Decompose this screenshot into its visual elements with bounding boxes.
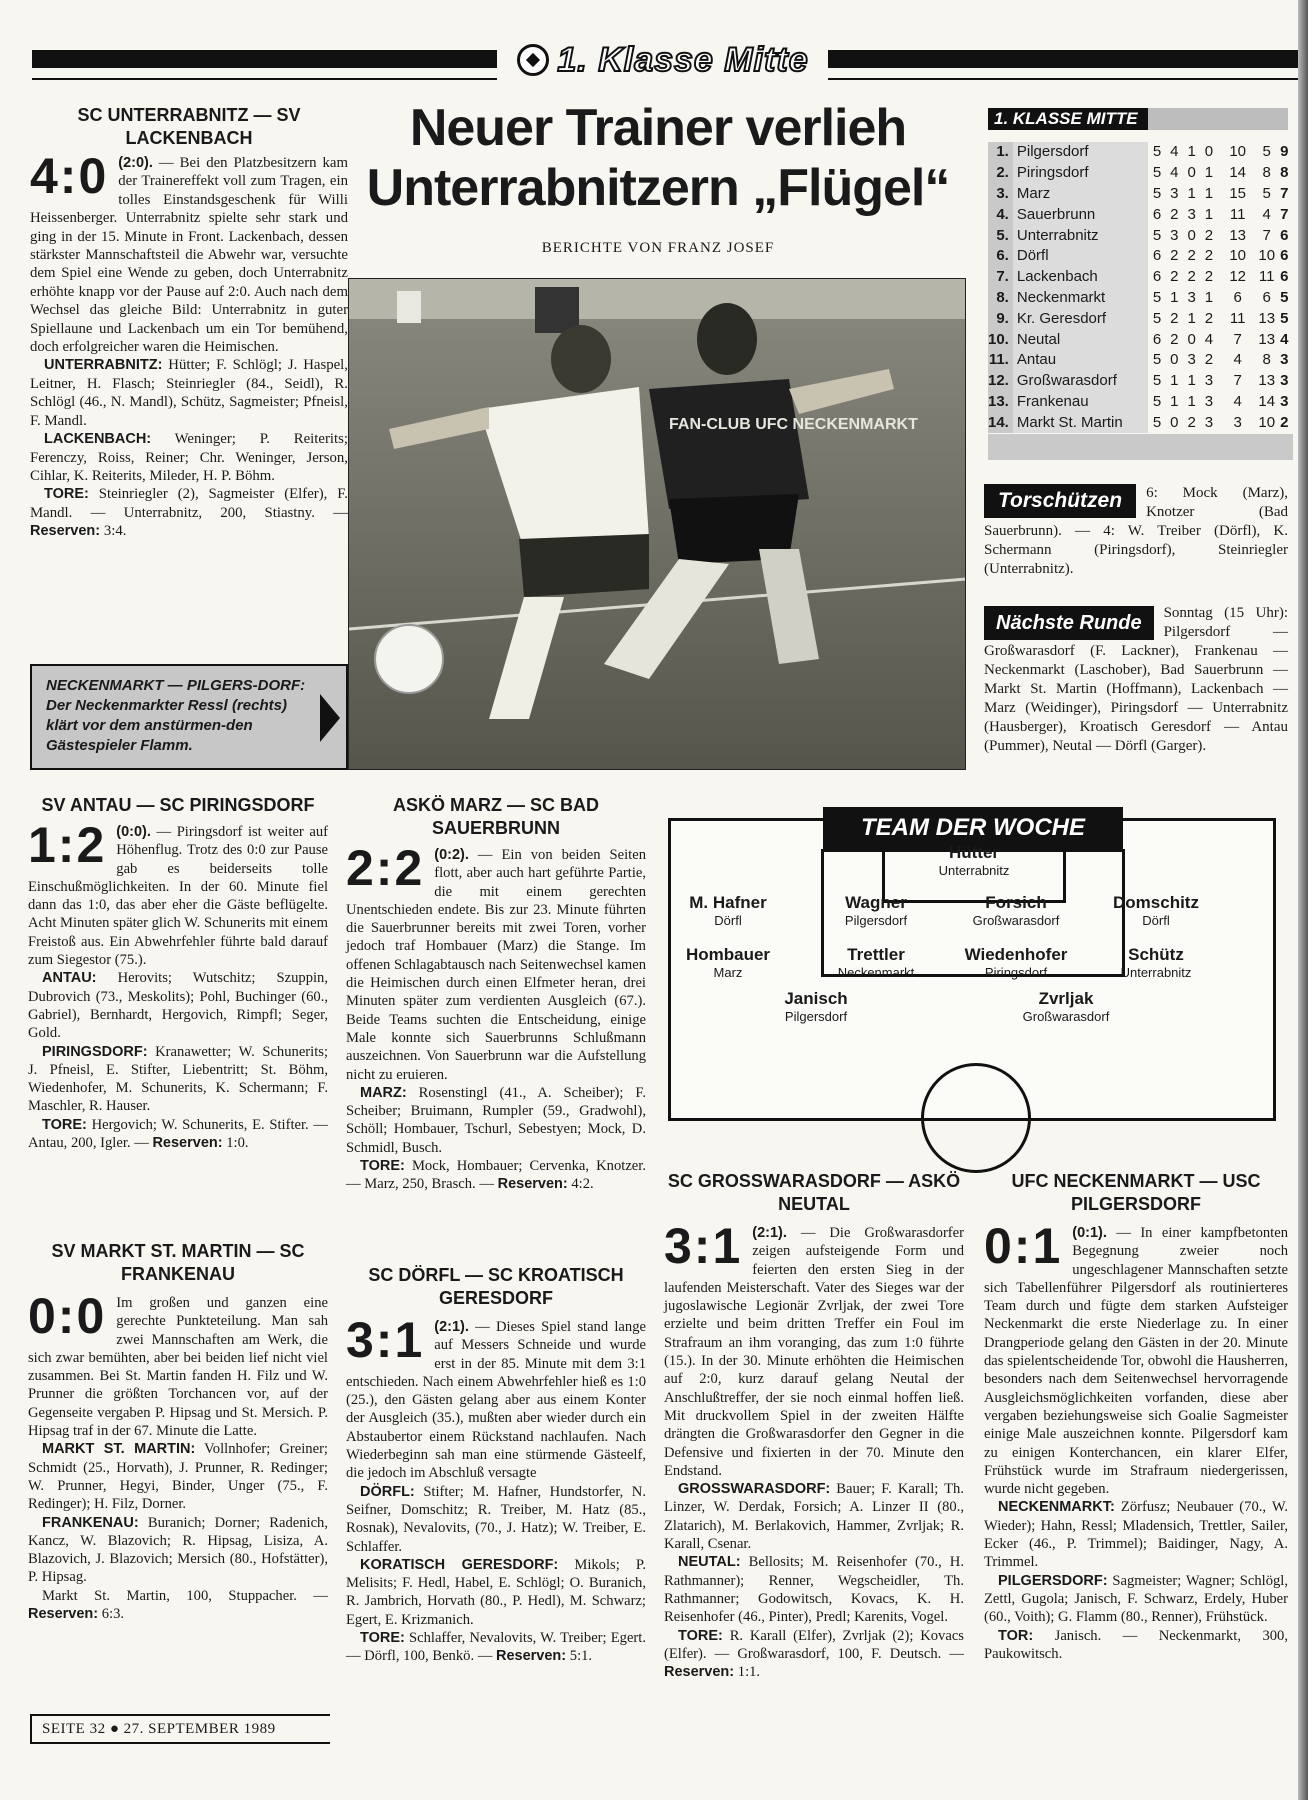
- reserves-score: 5:1.: [569, 1648, 593, 1665]
- article-grosswarasdorf: [664, 1170, 964, 1681]
- standings-losses: 2: [1204, 226, 1214, 244]
- reserves-label: Reserven:: [664, 1664, 735, 1681]
- standings-rank: 1.: [988, 142, 1013, 163]
- article-title: SV MARKT ST. MARTIN — SC FRANKENAU: [51, 1241, 305, 1284]
- lineup-label: MARZ:: [360, 1084, 407, 1101]
- standings-draws: 1: [1187, 392, 1196, 410]
- standings-goals-for: 12: [1229, 268, 1247, 286]
- standings-rank: 7.: [988, 267, 1013, 288]
- standings-row: [988, 371, 1293, 392]
- standings-row: [988, 225, 1293, 246]
- standings-footer-band: [988, 434, 1293, 460]
- lineup-label: PIRINGSDORF:: [42, 1043, 148, 1060]
- standings-goals-against: 5: [1262, 143, 1271, 161]
- lineup-text: Bauer; F. Karall; Th. Linzer, W. Derdak, Forsich; A. Linzer II (80., Zlatarich), M. Berlakovich, Hammer, Zvrljak; R. Karall, Csenar.: [664, 1481, 964, 1553]
- standings-draws: 1: [1187, 372, 1196, 390]
- reserves-label: Reserven:: [30, 523, 101, 540]
- standings-goals-for: 15: [1229, 184, 1247, 202]
- standings-games: 5: [1152, 143, 1162, 161]
- standings-draws: 2: [1187, 413, 1196, 431]
- team-player: [889, 843, 1059, 879]
- standings-row: [988, 267, 1293, 288]
- match-score: 0:1: [984, 1218, 1063, 1274]
- standings-losses: 2: [1204, 247, 1214, 265]
- article-body: Im großen und ganzen eine gerechte Punkteteilung. Man sah zwei Mannschaften am Werk, die sich zwar bemühten, aber bei beiden lief nicht viel zusammen. Bei St. Martin fanden H. Filz und W. Prunner die größten Torchancen vor, auf der Gegenseite vergaben P. Hipsag und St. Mersich. P. Hipsag traf in der 67. Minute die Latte.: [28, 1295, 328, 1440]
- article-body: — Ein von beiden Seiten flott, aber auch hart geführte Partie, die mit einem gerechten Unentschieden endete. Bis zur 23. Minute führten die Sauerbrunner bereits mit zwei Toren, vorher jedoch traf Hombauer (Marz) die Stange. Im offenen Schlagabtausch nach Seitenwechsel kamen die Heimischen durch einen Elfmeter heran, drei Minuten später zum verdienten Ausgleich (67.). Beide Teams suchten die Entscheidung, einige Male konnte sich Sauerbrunns Schlußmann auszeichnen. Von Sauerbrunn war die Aufstellung nicht zu eruieren.: [346, 847, 646, 1083]
- standings-losses: 1: [1204, 205, 1214, 223]
- lineup-label: PILGERSDORF:: [998, 1572, 1108, 1589]
- lineup-label: MARKT ST. MARTIN:: [42, 1441, 196, 1458]
- standings-row: [988, 246, 1293, 267]
- standings-losses: 4: [1204, 330, 1214, 348]
- standings-row: [988, 392, 1293, 413]
- goals-label: TORE:: [42, 1116, 87, 1133]
- article-title: SC DÖRFL — SC KROATISCH GERESDORF: [368, 1265, 624, 1308]
- standings-goals-for: 10: [1229, 143, 1247, 161]
- next-round-label: Nächste Runde: [984, 606, 1154, 640]
- standings-team: Frankenau: [1013, 392, 1149, 413]
- standings-team: Neutal: [1013, 329, 1149, 350]
- lineup-text: Sagmeister; Wagner; Schlögl, Zettl, Gugola; Janisch, F. Schwarz, Erdely, Huber (60., Voith); G. Flamm (80., Renner), Frühstück.: [984, 1572, 1288, 1626]
- match-score: 3:1: [346, 1312, 425, 1368]
- standings-points: 6: [1280, 226, 1289, 244]
- lineup-label: ANTAU:: [42, 970, 97, 987]
- article-antau: [28, 794, 328, 1152]
- lineup-text: Weninger; P. Reiterits; Ferenczy, Roiss, Reiner; Chr. Weninger, Jerson, Cihlar, K. Reiterits, Mileder, H. P. Böhm.: [30, 431, 348, 484]
- standings-goals-against: 7: [1262, 226, 1271, 244]
- lineup-text: Stifter; M. Hafner, Hundstorfer, N. Seifner, Domschitz; R. Treiber, M. Hatz (85., Rosnak), Nevalovits, (70., J. Hatz); W. Treiber, E. Schlaffer.: [346, 1483, 646, 1555]
- photo-caption-box: [30, 664, 348, 770]
- player-name: Zvrljak: [1038, 989, 1094, 1008]
- standings-draws: 3: [1187, 205, 1196, 223]
- team-player: [731, 989, 901, 1025]
- standings-rank: 13.: [988, 392, 1013, 413]
- standings-losses: 3: [1204, 372, 1214, 390]
- standings-team: Kr. Geresdorf: [1013, 308, 1149, 329]
- standings-draws: 0: [1187, 226, 1196, 244]
- standings-rank: 9.: [988, 308, 1013, 329]
- standings-row: [988, 308, 1293, 329]
- player-name: Trettler: [847, 945, 905, 964]
- lineup-label: KORATISCH GERESDORF:: [360, 1556, 559, 1573]
- player-name: Domschitz: [1113, 893, 1199, 912]
- standings-wins: 1: [1170, 288, 1179, 306]
- lineup-label: DÖRFL:: [360, 1483, 415, 1500]
- section-banner: [500, 40, 826, 80]
- standings-goals-against: 6: [1262, 288, 1271, 306]
- standings-team: Dörfl: [1013, 246, 1149, 267]
- standings-goals-against: 8: [1262, 164, 1271, 182]
- match-photo-illustration: [349, 279, 966, 770]
- player-name: Hütter: [948, 843, 1000, 862]
- article-body: — Piringsdorf ist weiter auf Höhenflug. Trotz des 0:0 zur Pause gab es beiderseits tolle Einschußmöglichkeiten. In der 60. Minute fiel dann das 1:0, das aber eher die Gäste beflügelte. Acht Minuten später glich W. Schunerits mit einem Freistoß aus. Ein Abwehrfehler führte bald darauf zum Siegestor (75.).: [28, 824, 328, 969]
- team-player: [1071, 945, 1241, 981]
- standings-wins: 2: [1170, 205, 1179, 223]
- reserves-label: Reserven:: [152, 1135, 223, 1152]
- player-club: Dörfl: [1142, 913, 1170, 928]
- team-player: [643, 945, 813, 981]
- standings-team: Marz: [1013, 184, 1149, 205]
- lineup-text: Rosenstingl (41., A. Scheiber); F. Scheiber; Bruimann, Rumpler (59., Gradwohl), Schöll; Hombauer, Tschurl, Sebestyen; Mock, D. Schmidl, Busch.: [346, 1084, 646, 1156]
- player-club: Unterrabnitz: [1120, 965, 1192, 980]
- match-score: 1:2: [28, 817, 107, 873]
- lineup-text: Vollnhofer; Greiner; Schmidt (25., Horvath), J. Prunner, R. Redinger; W. Prunner, Hegyi, Binder, Unger (75., F. Redinger); H. Filz, Dorner.: [28, 1441, 328, 1513]
- banner-rule-right: [828, 50, 1298, 68]
- standings-wins: 1: [1170, 392, 1179, 410]
- goals-text: R. Karall (Elfer), Zvrljak (2); Kovacs (Elfer). — Großwarasdorf, 100, F. Deutsch. —: [664, 1627, 964, 1662]
- standings-games: 6: [1152, 205, 1162, 223]
- banner-thin-rule-left: [32, 78, 497, 80]
- goals-label: TORE:: [360, 1158, 405, 1175]
- standings-row: [988, 184, 1293, 205]
- standings-games: 6: [1152, 247, 1162, 265]
- standings-draws: 1: [1187, 309, 1196, 327]
- lineup-text: Hütter; F. Schlögl; J. Haspel, Leitner, H. Flasch; Steinriegler (84., Seidl), R. Schlögl (46., N. Mandl), Schütz, Sagmeister; Pfneisl, F. Mandl.: [30, 357, 348, 429]
- football-icon: [517, 44, 549, 76]
- standings-points: 3: [1280, 392, 1289, 410]
- lineup-text: Buranich; Dorner; Radenich, Kancz, W. Blazovich; R. Hipsag, Lisiza, A. Blazovich, J. Blazovich; Mersich (80., Hofstätter), P. Hipsag.: [28, 1514, 328, 1586]
- center-circle: [921, 1063, 1031, 1173]
- player-name: Wagner: [845, 893, 907, 912]
- article-title: SC GROSSWARASDORF — ASKÖ NEUTAL: [667, 1171, 961, 1214]
- standings-wins: 4: [1170, 143, 1179, 161]
- standings-rank: 4.: [988, 204, 1013, 225]
- standings-row: [988, 163, 1293, 184]
- team-of-the-week: [668, 814, 1276, 1121]
- standings-points: 3: [1280, 372, 1289, 390]
- standings-goals-for: 13: [1229, 226, 1247, 244]
- reserves-score: 1:0.: [226, 1135, 249, 1152]
- match-score: 2:2: [346, 840, 425, 896]
- player-club: Marz: [713, 965, 743, 980]
- article-body: — Bei den Platzbesitzern kam der Trainereffekt voll zum Tragen, ein tolles Einstandsgeschenk für Willi Heissenberger. Unterrabnitz spielte sehr stark und ging in der 15. Minute in Front. Lackenbach, dessen stärkster Mannschaftsteil die Abwehr war, versuchte dem Spiel eine Wende zu geben, doch Unterrabnitz erhöhte knapp vor der Pause auf 2:0. Auch nach dem Wechsel das gleiche Bild: Unterrabnitz in guter Spiellaune und Lackenbach um ein Tor bemühend, doch erfolgreicher waren die Heimischen.: [30, 155, 348, 356]
- standings-games: 6: [1152, 330, 1162, 348]
- standings-games: 5: [1152, 413, 1162, 431]
- standings-games: 5: [1152, 226, 1162, 244]
- match-score: 0:0: [28, 1288, 107, 1344]
- standings-draws: 3: [1187, 351, 1196, 369]
- standings-team: Antau: [1013, 350, 1149, 371]
- standings-wins: 2: [1170, 268, 1179, 286]
- player-name: Janisch: [784, 989, 848, 1008]
- standings-rank: 8.: [988, 288, 1013, 309]
- standings-rank: 5.: [988, 225, 1013, 246]
- article-unterrabnitz: [30, 104, 348, 541]
- scorers-text: 6: Mock (Marz), Knotzer (Bad Sauerbrunn). — 4: W. Treiber (Dörfl), K. Schermann (Piringsdorf), Steinriegler (Unterrabnitz).: [984, 485, 1288, 577]
- standings-games: 5: [1152, 392, 1162, 410]
- standings-wins: 2: [1170, 330, 1179, 348]
- player-club: Neckenmarkt: [837, 965, 915, 980]
- next-round-block: [984, 604, 1288, 756]
- standings-points: 7: [1280, 205, 1289, 223]
- standings-points: 2: [1280, 413, 1289, 431]
- standings-games: 5: [1152, 351, 1162, 369]
- standings-row: [988, 142, 1293, 163]
- article-doerfl: [346, 1264, 646, 1666]
- reserves-label: Reserven:: [28, 1606, 99, 1623]
- headline-line1: Neuer Trainer verlieh: [409, 99, 907, 157]
- player-club: Großwarasdorf: [1022, 1009, 1110, 1024]
- scorers-block: [984, 484, 1288, 579]
- reserves-label: Reserven:: [497, 1176, 568, 1193]
- standings-losses: 2: [1204, 268, 1214, 286]
- headline-block: [352, 98, 964, 257]
- lineup-label: GROSSWARASDORF:: [678, 1481, 831, 1498]
- standings-wins: 2: [1170, 247, 1179, 265]
- lineup-text: Kranawetter; W. Schunerits; J. Pfneisl, E. Stifter, Liebentritt; St. Böhm, Wiedenhofer, M. Schunerits, K. Schermann; F. Maschler, R. Hauser.: [28, 1043, 328, 1115]
- player-name: Schütz: [1128, 945, 1184, 964]
- standings-team: Lackenbach: [1013, 267, 1149, 288]
- reserves-score: 3:4.: [103, 523, 127, 540]
- goals-text: Hergovich; W. Schunerits, E. Stifter. — Antau, 200, Igler. —: [28, 1116, 328, 1152]
- standings-table: [988, 142, 1293, 433]
- player-club: Dörfl: [714, 913, 742, 928]
- standings-goals-against: 4: [1262, 205, 1271, 223]
- standings-draws: 3: [1187, 288, 1196, 306]
- standings-rank: 2.: [988, 163, 1013, 184]
- standings-rank: 14.: [988, 412, 1013, 433]
- goals-text: Steinriegler (2), Sagmeister (Elfer), F. Mandl. — Unterrabnitz, 200, Stiastny. —: [30, 486, 348, 521]
- standings-points: 5: [1280, 309, 1289, 327]
- standings-draws: 1: [1187, 184, 1196, 202]
- standings-header: [988, 108, 1288, 130]
- goals-text: Mock, Hombauer; Cervenka, Knotzer. — Marz, 250, Brasch. —: [346, 1158, 646, 1193]
- standings-goals-for: 7: [1233, 372, 1242, 390]
- standings-wins: 2: [1170, 309, 1179, 327]
- reserves-score: 4:2.: [571, 1176, 594, 1193]
- player-name: Wiedenhofer: [964, 945, 1068, 964]
- standings-games: 6: [1152, 268, 1162, 286]
- lineup-label: FRANKENAU:: [42, 1514, 139, 1531]
- standings-goals-against: 10: [1258, 413, 1276, 431]
- goals-text: Markt St. Martin, 100, Stuppacher. —: [42, 1587, 328, 1604]
- standings-games: 5: [1152, 288, 1162, 306]
- player-club: Großwarasdorf: [972, 913, 1060, 928]
- standings-points: 8: [1280, 164, 1289, 182]
- article-title: SC UNTERRABNITZ — SV LACKENBACH: [77, 105, 301, 148]
- team-player: [981, 989, 1151, 1025]
- article-body: — Die Großwarasdorfer zeigen aufsteigende Form und feierten den ersten Sieg in der laufenden Meisterschaft. Vater des Sieges war der jugoslawische Legionär Zvrljak, der zwei Tore erzielte und beim dritten Treffer ein Foul im Strafraum an ihm voranging, das zum 1:0 führte (15.). In der 30. Minute erhöhten die Heimischen auf 2:0, kurz darauf gelang Neutal der Anschlußtreffer, der sie noch einmal hoffen ließ. Mit druckvollem Spiel in der zweiten Hälfte drängten die Großwarasdorfer den Gegner in die Defensive und fixierten in der 70. Minute den Endstand.: [664, 1225, 965, 1479]
- standings-goals-against: 5: [1262, 184, 1271, 202]
- article-neckenmarkt: [984, 1170, 1288, 1663]
- standings-losses: 1: [1204, 164, 1214, 182]
- article-body: — Dieses Spiel stand lange auf Messers Schneide und wurde erst in der 85. Minute mit dem 3:1 entschieden. Nach einem Abwehrfehler hieß es 1:0 (25.), den Gästen gelang aber aus einem Konter der Ausgleich (35.), mußten aber wieder durch ein Abstaubertor einem Rückstand nachlaufen. Nach Wiederbeginn sah man eine stürmende Gästeelf, die jedoch im Abschluß versagte: [346, 1319, 646, 1482]
- standings-row: [988, 412, 1293, 433]
- match-photo: [348, 278, 966, 770]
- standings-goals-against: 14: [1258, 392, 1276, 410]
- page-edge-shadow: [1298, 0, 1308, 1800]
- standings-draws: 2: [1187, 247, 1196, 265]
- banner-thin-rule-right: [828, 78, 1298, 80]
- standings-draws: 1: [1187, 143, 1196, 161]
- halftime-score: (0:2).: [434, 847, 469, 863]
- goals-label: TORE:: [678, 1627, 723, 1644]
- goals-text: Schlaffer, Nevalovits, W. Treiber; Egert. — Dörfl, 100, Benkö. —: [346, 1630, 646, 1665]
- standings-goals-for: 14: [1229, 164, 1247, 182]
- standings-row: [988, 204, 1293, 225]
- team-player: [1071, 893, 1241, 929]
- reserves-score: 1:1.: [737, 1664, 761, 1681]
- standings-draws: 0: [1187, 330, 1196, 348]
- standings-team: Unterrabnitz: [1013, 225, 1149, 246]
- byline: BERICHTE VON FRANZ JOSEF: [541, 240, 775, 256]
- standings-goals-for: 11: [1229, 309, 1246, 327]
- standings-losses: 2: [1204, 351, 1214, 369]
- team-of-week-title: TEAM DER WOCHE: [823, 807, 1123, 849]
- player-club: Pilgersdorf: [844, 913, 908, 928]
- standings-losses: 1: [1204, 288, 1214, 306]
- article-marz: [346, 794, 646, 1194]
- article-title: ASKÖ MARZ — SC BAD SAUERBRUNN: [393, 795, 599, 838]
- standings-goals-against: 13: [1258, 372, 1276, 390]
- standings-row: [988, 329, 1293, 350]
- team-player: [643, 893, 813, 929]
- standings-losses: 0: [1204, 143, 1214, 161]
- standings-rank: 10.: [988, 329, 1013, 350]
- standings-wins: 1: [1170, 372, 1179, 390]
- standings-points: 6: [1280, 268, 1289, 286]
- halftime-score: (0:0).: [116, 824, 151, 840]
- lineup-label: UNTERRABNITZ:: [44, 357, 163, 374]
- standings-goals-against: 13: [1258, 330, 1276, 348]
- standings-rank: 11.: [988, 350, 1013, 371]
- standings-rank: 6.: [988, 246, 1013, 267]
- standings-wins: 4: [1170, 164, 1179, 182]
- standings-team: Markt St. Martin: [1013, 412, 1149, 433]
- halftime-score: (2:0).: [118, 155, 153, 171]
- standings-goals-for: 4: [1233, 351, 1242, 369]
- lineup-text: Herovits; Wutschitz; Szuppin, Dubrovich (73., Meskolits); Pohl, Buchinger (60., Gabriel), Bernhardt, Hergovich, Rimpfl; Seger, Gold.: [28, 970, 328, 1042]
- next-round-text: Sonntag (15 Uhr): Pilgersdorf — Großwarasdorf (F. Lackner), Frankenau — Neckenmarkt (Laschober), Bad Sauerbrunn — Markt St. Martin (Hoffmann), Lackenbach — Marz (Weidinger), Piringsdorf — Unterrabnitz (Hausberger), Kroatisch Geresdorf — Antau (Pummer), Neutal — Dörfl (Garger).: [984, 605, 1288, 754]
- player-club: Piringsdorf: [984, 965, 1048, 980]
- standings-games: 5: [1152, 309, 1162, 327]
- standings-goals-for: 11: [1229, 205, 1246, 223]
- section-title: 1. Klasse Mitte: [557, 40, 809, 79]
- goals-text: Janisch. — Neckenmarkt, 300, Paukowitsch.: [984, 1627, 1288, 1662]
- standings-team: Pilgersdorf: [1013, 142, 1149, 163]
- player-name: Forsich: [985, 893, 1047, 912]
- standings-goals-for: 6: [1233, 288, 1242, 306]
- standings-goals-for: 4: [1233, 392, 1242, 410]
- standings-title: 1. KLASSE MITTE: [988, 108, 1148, 130]
- halftime-score: (2:1).: [434, 1319, 469, 1335]
- standings-row: [988, 288, 1293, 309]
- page-footer: SEITE 32 ● 27. SEPTEMBER 1989: [30, 1714, 330, 1744]
- standings-points: 5: [1280, 288, 1289, 306]
- standings-draws: 0: [1187, 164, 1196, 182]
- standings-rank: 12.: [988, 371, 1013, 392]
- lineup-text: Bellosits; M. Reisenhofer (70., H. Rathmanner); Renner, Wegscheidler, Th. Rathmanner; Godowitsch, Kovacs, K. H. Reisenhofer (46., Pinter), Predl; Karenits, Vogel.: [664, 1554, 964, 1626]
- standings-goals-against: 11: [1258, 268, 1275, 286]
- player-club: Pilgersdorf: [784, 1009, 848, 1024]
- article-stmartin: [28, 1240, 328, 1623]
- standings-losses: 2: [1204, 309, 1214, 327]
- standings-goals-against: 8: [1262, 351, 1271, 369]
- photo-caption: NECKENMARKT — PILGERS-DORF: Der Neckenmarkter Ressl (rechts) klärt vor dem anstürmen-den Gästespieler Flamm.: [46, 677, 306, 754]
- standings-team: Großwarasdorf: [1013, 371, 1149, 392]
- standings-goals-for: 7: [1233, 330, 1242, 348]
- standings-wins: 3: [1170, 184, 1179, 202]
- halftime-score: (0:1).: [1072, 1225, 1107, 1241]
- article-title: UFC NECKENMARKT — USC PILGERSDORF: [1011, 1171, 1261, 1214]
- goals-label: TORE:: [44, 486, 89, 503]
- player-club: Unterrabnitz: [938, 863, 1010, 878]
- lineup-label: NEUTAL:: [678, 1554, 741, 1571]
- scorers-label: Torschützen: [984, 484, 1136, 518]
- standings-points: 9: [1280, 143, 1289, 161]
- reserves-label: Reserven:: [496, 1648, 567, 1665]
- match-score: 3:1: [664, 1218, 743, 1274]
- standings-points: 4: [1280, 330, 1289, 348]
- standings-wins: 3: [1170, 226, 1179, 244]
- standings-goals-for: 10: [1229, 247, 1247, 265]
- lineup-text: Mikols; P. Melisits; F. Hedl, Habel, E. Schlögl; O. Buranich, R. Jambrich, Horvath (80., P. Hedl), M. Schwarz; Egert, E. Krizmanich.: [346, 1556, 646, 1628]
- standings-row: [988, 350, 1293, 371]
- caption-arrow-icon: [320, 694, 340, 742]
- article-body: — In einer kampfbetonten Begegnung zweier noch ungeschlagener Mannschaften setzte sich Tabellenführer Pilgersdorf als routinierteres Team durch und fügte dem starken Aufsteiger Neckenmarkt die erste Niederlage zu. In einer Drangperiode gelang den Gästen in der 20. Minute das spielentscheidende Tor, obwohl die Hausherren, besonders nach dem Seitenwechsel hervorragende Ausgleichsmöglichkeiten vorfanden, diese aber vergaben beziehungsweise sich Goalie Sagmeister einige Male auszeichnen konnte. Pilgersdorf kam zu einigen Konterchancen, ein klarer Elfer, Frühstück wurde im Strafraum niedergerissen, wurde nicht gegeben.: [984, 1225, 1288, 1498]
- standings-rank: 3.: [988, 184, 1013, 205]
- banner-rule-left: [32, 50, 497, 68]
- standings-games: 5: [1152, 184, 1162, 202]
- match-score: 4:0: [30, 148, 109, 204]
- standings-games: 5: [1152, 164, 1162, 182]
- standings-team: Neckenmarkt: [1013, 288, 1149, 309]
- standings-losses: 3: [1204, 392, 1214, 410]
- standings-games: 5: [1152, 372, 1162, 390]
- standings-wins: 0: [1170, 351, 1179, 369]
- standings-losses: 1: [1204, 184, 1214, 202]
- lineup-label: NECKENMARKT:: [998, 1499, 1115, 1516]
- headline-line2: Unterrabnitzern „Flügel“: [366, 159, 950, 217]
- standings-goals-against: 10: [1258, 247, 1276, 265]
- standings-losses: 3: [1204, 413, 1214, 431]
- standings-team: Sauerbrunn: [1013, 204, 1149, 225]
- player-name: M. Hafner: [689, 893, 767, 912]
- reserves-score: 6:3.: [101, 1606, 125, 1623]
- lineup-label: LACKENBACH:: [44, 431, 152, 448]
- standings-goals-for: 3: [1233, 413, 1242, 431]
- goals-label: TORE:: [360, 1630, 405, 1647]
- photo-shirt-text: FAN-CLUB UFC NECKENMARKT: [669, 416, 918, 433]
- halftime-score: (2:1).: [752, 1225, 787, 1241]
- player-name: Hombauer: [685, 945, 771, 964]
- standings-wins: 0: [1170, 413, 1179, 431]
- standings-team: Piringsdorf: [1013, 163, 1149, 184]
- standings-points: 7: [1280, 184, 1289, 202]
- standings-points: 6: [1280, 247, 1289, 265]
- standings-draws: 2: [1187, 268, 1196, 286]
- standings-goals-against: 13: [1258, 309, 1276, 327]
- article-title: SV ANTAU — SC PIRINGSDORF: [41, 795, 315, 815]
- goals-label: TOR:: [998, 1627, 1034, 1644]
- lineup-text: Zörfusz; Neubauer (70., W. Wieder); Hahn, Ressl; Mladensich, Trettler, Sailer, Ecker (46., P. Trimmel); Baidinger, Nagy, A. Trimmel.: [984, 1499, 1288, 1571]
- standings-points: 3: [1280, 351, 1289, 369]
